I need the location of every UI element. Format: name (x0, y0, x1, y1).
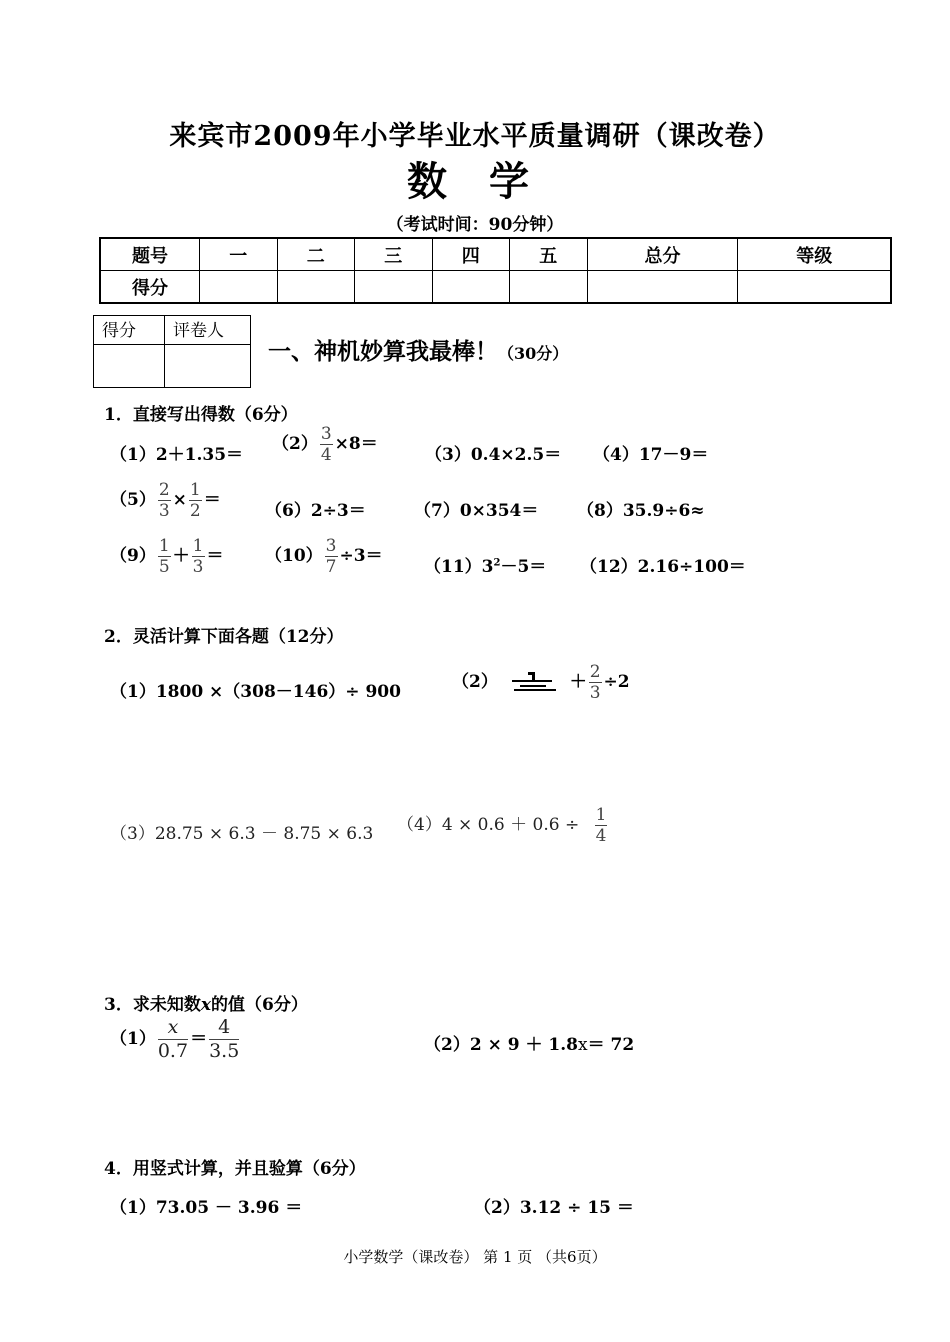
q3-problem-2: （2）2 × 9 ＋ 1.8x＝ 72 (424, 1035, 635, 1055)
q1-item-8: （8）35.9÷6≈ (577, 501, 705, 521)
q1-item-10: （10） $\frac{3}{7}$ ÷3＝ (265, 536, 383, 577)
score-input-cell[interactable] (510, 271, 588, 304)
score-input-cell[interactable] (200, 271, 278, 304)
q1-item-1: （1）2＋1.35＝ (110, 445, 244, 465)
grader-score-cell[interactable] (94, 345, 165, 388)
q1-item-3: （3）0.4×2.5＝ (425, 445, 562, 465)
q1-item-2: （2） $\frac{3}{4}$ ×8＝ (272, 424, 378, 465)
q3-problem-1: （1） $\frac{x}{0.7}$ ＝ $\frac{4}{3.5}$ (110, 1016, 240, 1062)
score-input-cell[interactable] (355, 271, 433, 304)
score-cell: 三 (355, 238, 433, 271)
grader-box (93, 315, 251, 388)
score-input-cell[interactable] (738, 271, 891, 304)
score-table-score-row (100, 271, 891, 304)
score-input-cell[interactable] (432, 271, 510, 304)
q4-problem-1: （1）73.05 － 3.96 ＝ (110, 1198, 303, 1218)
q2-problem-1: （1）1800 ×（308－146）÷ 900 (110, 682, 401, 702)
q1-item-4: （4）17－9＝ (593, 445, 709, 465)
exam-time: （考试时间：90分钟） (386, 215, 564, 235)
grader-score-label: 得分 (94, 316, 165, 345)
exam-title: 来宾市2009年小学毕业水平质量调研（课改卷） (169, 121, 781, 152)
section-1-label: 一、神机妙算我最棒！ (268, 338, 498, 365)
score-row-label: 得分 (100, 271, 200, 304)
page-footer: 小学数学（课改卷） 第 1 页 （共6页） (343, 1248, 607, 1266)
q3-heading: 3．求未知数x的值（6分） (104, 995, 308, 1015)
q1-item-7: （7）0×354＝ (414, 501, 539, 521)
score-cell: 四 (432, 238, 510, 271)
q2-problem-3: （3）28.75 × 6.3 － 8.75 × 6.3 (110, 824, 374, 844)
q2-heading: 2．灵活计算下面各题（12分） (104, 627, 344, 647)
q1-item-12: （12）2.16÷100＝ (580, 557, 746, 577)
q1-item-9: （9） $\frac{1}{5}$ ＋ $\frac{1}{3}$ ＝ (110, 536, 224, 577)
score-table (99, 237, 892, 304)
q1-item-6: （6）2÷3＝ (265, 501, 366, 521)
grader-name-cell[interactable] (165, 345, 251, 388)
q2-problem-4: （4）4 × 0.6 ＋ 0.6 ÷ $\frac{1}{4}$ (397, 805, 607, 846)
q1-item-11: $(11)3^2-5=$ (424, 557, 547, 577)
q1-heading: 1．直接写出得数（6分） (104, 405, 298, 425)
q4-problem-2: （2）3.12 ÷ 15 ＝ (474, 1198, 634, 1218)
section-1-title (268, 333, 568, 366)
section-1-points: （30分） (498, 344, 569, 363)
garbled-fraction-icon (508, 668, 560, 698)
score-cell: 题号 (100, 238, 200, 271)
score-cell: 一 (200, 238, 278, 271)
score-cell: 等级 (738, 238, 891, 271)
q4-heading: 4．用竖式计算，并且验算（6分） (104, 1159, 366, 1179)
score-table-header-row (100, 238, 891, 271)
score-cell: 总分 (587, 238, 738, 271)
score-cell: 五 (510, 238, 588, 271)
score-input-cell[interactable] (587, 271, 738, 304)
score-cell: 二 (277, 238, 355, 271)
q2-problem-2: （2） ＋ $\frac{2}{3}$ ÷2 (452, 662, 630, 703)
q1-item-5: （5） $\frac{2}{3}$ × $\frac{1}{2}$ ＝ (110, 480, 221, 521)
score-input-cell[interactable] (277, 271, 355, 304)
grader-name-label: 评卷人 (165, 316, 251, 345)
subject-title: 数 学 (407, 158, 543, 205)
